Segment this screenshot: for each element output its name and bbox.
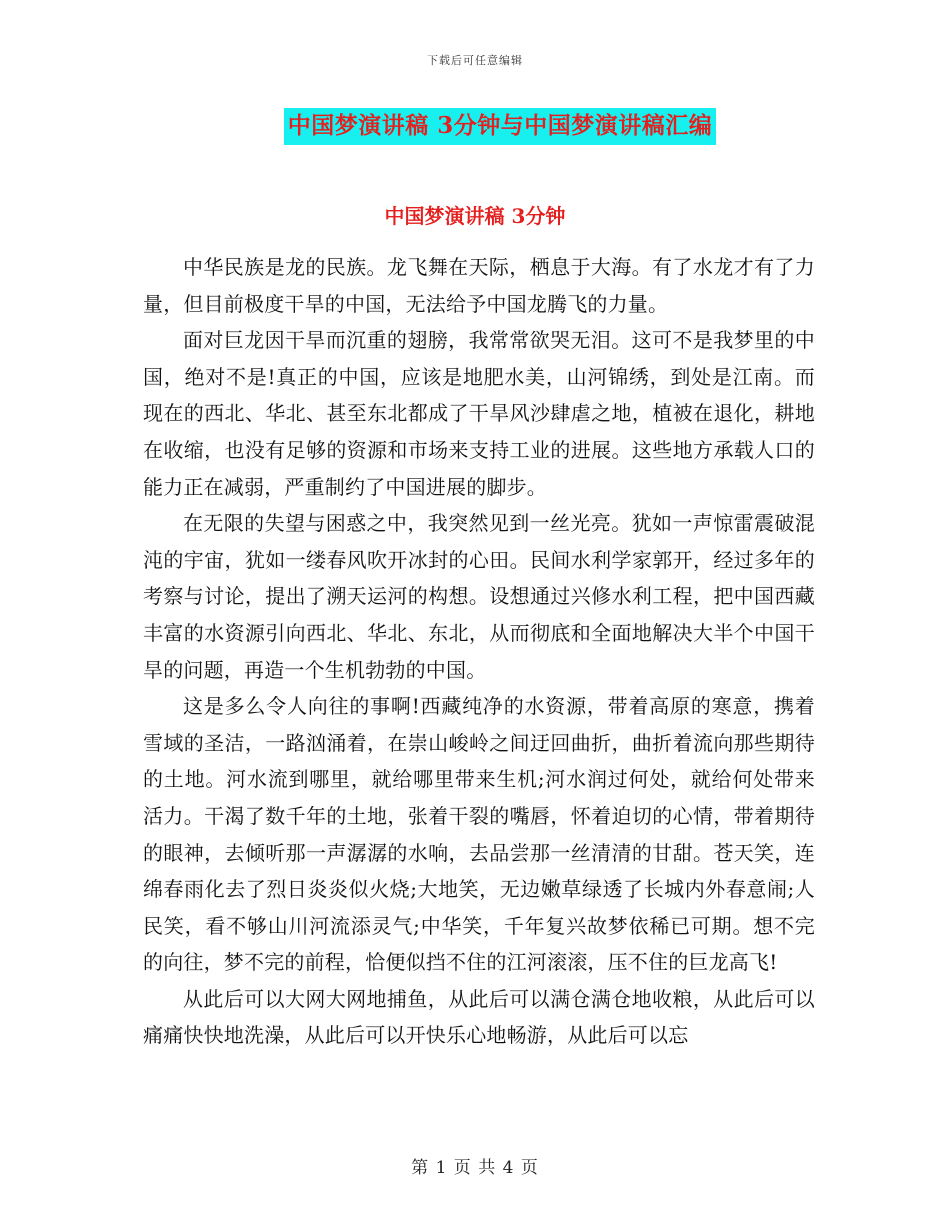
paragraph: 在无限的失望与困惑之中，我突然见到一丝光亮。犹如一声惊雷震破混沌的宇宙，犹如一缕春风吹开冰封的心田。民间水利学家郭开，经过多年的考察与讨论，提出了溯天运河的构想。设想通过兴修水利工程，把中国西藏丰富的水资源引向西北、华北、东北，从而彻底和全面地解决大半个中国干旱的问题，再造一个生机勃勃的中国。 [143,511,815,682]
body-text [143,249,815,1054]
page-indicator: 第 1 页 共 4 页 [411,1158,539,1178]
paragraph: 面对巨龙因干旱而沉重的翅膀，我常常欲哭无泪。这可不是我梦里的中国，绝对不是!真正的中国，应该是地肥水美，山河锦绣，到处是江南。而现在的西北、华北、甚至东北都成了干旱风沙肆虐之地，植被在退化，耕地在收缩，也没有足够的资源和市场来支持工业的进展。这些地方承载人口的能力正在减弱，严重制约了中国进展的脚步。 [143,328,815,499]
paragraph: 中华民族是龙的民族。龙飞舞在天际，栖息于大海。有了水龙才有了力量，但目前极度干旱的中国，无法给予中国龙腾飞的力量。 [143,255,815,316]
main-title-container [0,108,950,145]
paragraph: 这是多么令人向往的事啊!西藏纯净的水资源，带着高原的寒意，携着雪域的圣洁，一路汹涌着，在崇山峻岭之间迂回曲折，曲折着流向那些期待的土地。河水流到哪里，就给哪里带来生机;河水润过何处，就给何处带来活力。干渴了数千年的土地，张着干裂的嘴唇，怀着迫切的心情，带着期待的眼神，去倾听那一声潺潺的水响，去品尝那一丝清清的甘甜。苍天笑，连绵春雨化去了烈日炎炎似火烧;大地笑，无边嫩草绿透了长城内外春意闹;人民笑，看不够山川河流添灵气;中华笑，千年复兴故梦依稀已可期。想不完的向往，梦不完的前程，恰便似挡不住的江河滚滚，压不住的巨龙高飞! [143,694,815,975]
header-note: 下载后可任意编辑 [427,54,523,67]
sub-title: 中国梦演讲稿 3分钟 [384,204,566,228]
paragraph: 从此后可以大网大网地捕鱼，从此后可以满仓满仓地收粮，从此后可以痛痛快快地洗澡，从此后可以开快乐心地畅游，从此后可以忘 [143,986,815,1048]
main-title: 中国梦演讲稿 3分钟与中国梦演讲稿汇编 [284,108,717,145]
